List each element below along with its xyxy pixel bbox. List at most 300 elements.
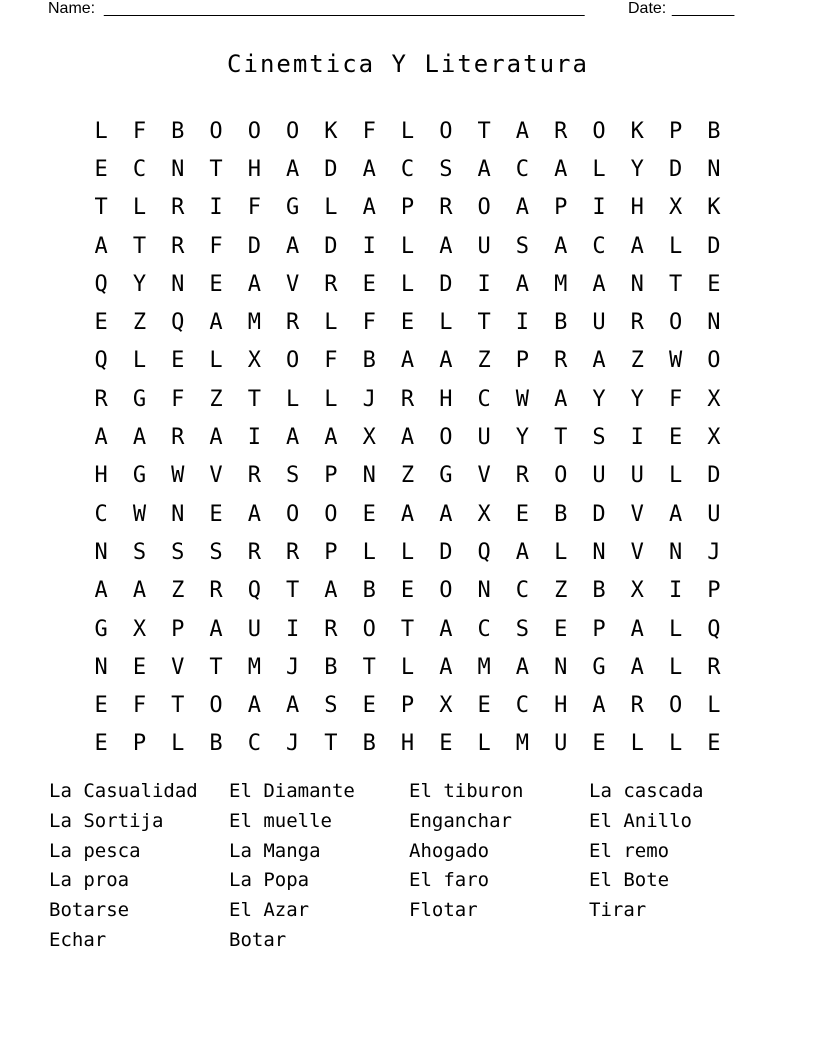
grid-letter: Q <box>94 271 108 297</box>
grid-letter: S <box>515 616 530 642</box>
grid-letter: A <box>209 425 223 451</box>
grid-letter: E <box>209 501 223 527</box>
grid-letter: N <box>477 578 491 604</box>
grid-letter: E <box>94 310 108 336</box>
grid-letter: C <box>477 616 491 642</box>
grid-letter: S <box>209 539 223 565</box>
grid-letter: N <box>362 463 376 489</box>
grid-letter: E <box>400 578 415 604</box>
grid-letter: W <box>668 348 683 374</box>
grid-letter: P <box>324 463 338 489</box>
word-list-item: La pesca <box>49 839 141 862</box>
grid-letter: F <box>247 195 261 221</box>
grid-letter: U <box>592 463 606 489</box>
grid-letter: S <box>171 539 185 565</box>
grid-letter: A <box>132 578 147 604</box>
grid-letter: H <box>94 463 108 489</box>
grid-letter: K <box>324 118 338 144</box>
grid-letter: O <box>439 578 453 604</box>
grid-letter: A <box>362 195 376 221</box>
grid-letter: C <box>400 156 415 182</box>
grid-letter: T <box>132 233 147 259</box>
grid-letter: O <box>209 118 223 144</box>
word-list-item: La Popa <box>229 869 310 892</box>
grid-letter: A <box>554 156 568 182</box>
grid-letter: G <box>439 463 453 489</box>
grid-letter: I <box>592 195 606 221</box>
grid-letter: A <box>554 386 568 412</box>
name-blank-line: ______________________________________________________ <box>104 0 585 17</box>
grid-letter: I <box>515 310 530 336</box>
grid-letter: A <box>630 616 644 642</box>
grid-letter: O <box>707 348 721 374</box>
grid-letter: L <box>209 348 223 374</box>
grid-letter: G <box>94 616 108 642</box>
grid-letter: A <box>362 156 376 182</box>
grid-letter: E <box>209 271 223 297</box>
grid-letter: T <box>94 195 108 221</box>
grid-letter: C <box>515 693 530 719</box>
grid-letter: A <box>247 501 261 527</box>
grid-letter: R <box>247 463 261 489</box>
word-list-item: La cascada <box>589 780 704 802</box>
grid-letter: O <box>477 195 491 221</box>
grid-letter: A <box>324 425 338 451</box>
grid-letter: O <box>286 348 300 374</box>
grid-letter: D <box>707 233 721 259</box>
grid-letter: A <box>592 348 606 374</box>
grid-letter: A <box>515 271 530 297</box>
grid-letter: E <box>439 731 453 757</box>
grid-letter: E <box>707 731 721 757</box>
grid-letter: P <box>707 578 721 604</box>
grid-letter: H <box>554 693 568 719</box>
word-list-item: El muelle <box>229 809 332 832</box>
grid-letter: O <box>286 501 300 527</box>
grid-letter: N <box>94 539 108 565</box>
word-list-item: El tiburon <box>409 780 524 802</box>
grid-letter: L <box>94 118 108 144</box>
grid-letter: T <box>400 616 415 642</box>
grid-letter: A <box>324 578 338 604</box>
grid-letter: C <box>132 156 147 182</box>
grid-letter: T <box>286 578 300 604</box>
grid-letter: L <box>707 693 721 719</box>
grid-letter: C <box>515 156 530 182</box>
grid-letter: B <box>554 310 568 336</box>
header-line <box>48 0 748 20</box>
grid-letter: B <box>362 348 376 374</box>
word-list-item: La Manga <box>229 839 321 862</box>
grid-letter: R <box>707 654 721 680</box>
grid-letter: W <box>171 463 185 489</box>
grid-letter: X <box>477 501 491 527</box>
grid-letter: E <box>94 693 108 719</box>
grid-letter: R <box>286 310 300 336</box>
grid-letter: U <box>707 501 721 527</box>
grid-letter: F <box>132 693 147 719</box>
grid-letter: Z <box>171 578 185 604</box>
page-title: Cinemtica Y Literatura <box>227 50 589 78</box>
grid-letter: C <box>247 731 261 757</box>
grid-letter: O <box>247 118 261 144</box>
grid-letter: T <box>324 731 338 757</box>
grid-letter: X <box>630 578 644 604</box>
grid-letter: I <box>477 271 491 297</box>
grid-letter: A <box>400 425 415 451</box>
grid-letter: O <box>439 118 453 144</box>
grid-letter: B <box>707 118 721 144</box>
grid-letter: S <box>286 463 300 489</box>
grid-letter: X <box>439 693 453 719</box>
grid-letter: L <box>668 731 683 757</box>
grid-letter: O <box>554 463 568 489</box>
grid-letter: L <box>400 271 415 297</box>
grid-letter: E <box>554 616 568 642</box>
grid-letter: F <box>668 386 683 412</box>
grid-letter: M <box>515 731 530 757</box>
grid-letter: A <box>132 425 147 451</box>
grid-letter: G <box>286 195 300 221</box>
grid-letter: I <box>668 578 683 604</box>
grid-letter: F <box>209 233 223 259</box>
grid-letter: E <box>362 693 376 719</box>
grid-letter: M <box>554 271 568 297</box>
grid-letter: H <box>400 731 415 757</box>
grid-letter: V <box>286 271 300 297</box>
grid-letter: Q <box>477 539 491 565</box>
grid-letter: M <box>247 310 261 336</box>
grid-letter: A <box>515 118 530 144</box>
grid-letter: L <box>171 731 185 757</box>
grid-letter: E <box>362 271 376 297</box>
grid-letter: R <box>515 463 530 489</box>
grid-letter: P <box>324 539 338 565</box>
grid-letter: D <box>439 271 453 297</box>
word-list-item: El Diamante <box>229 780 355 802</box>
grid-letter: W <box>515 386 530 412</box>
grid-letter: F <box>171 386 185 412</box>
grid-letter: H <box>630 195 644 221</box>
grid-letter: A <box>477 156 491 182</box>
grid-letter: A <box>439 233 453 259</box>
grid-letter: A <box>439 616 453 642</box>
grid-letter: X <box>247 348 261 374</box>
grid-letter: N <box>171 156 185 182</box>
grid-letter: N <box>707 156 721 182</box>
grid-letter: L <box>554 539 568 565</box>
grid-letter: B <box>554 501 568 527</box>
grid-letter: G <box>592 654 606 680</box>
grid-letter: F <box>132 118 147 144</box>
grid-letter: Z <box>477 348 491 374</box>
grid-letter: T <box>171 693 185 719</box>
grid-letter: A <box>630 654 644 680</box>
grid-letter: E <box>668 425 683 451</box>
grid-letter: V <box>630 539 644 565</box>
grid-letter: P <box>171 616 185 642</box>
grid-letter: P <box>515 348 530 374</box>
grid-letter: P <box>554 195 568 221</box>
grid-letter: D <box>247 233 261 259</box>
grid-letter: A <box>247 693 261 719</box>
grid-letter: R <box>171 233 185 259</box>
grid-letter: W <box>132 501 147 527</box>
word-search-grid <box>82 112 733 763</box>
grid-letter: I <box>630 425 644 451</box>
grid-letter: O <box>286 118 300 144</box>
grid-letter: S <box>324 693 338 719</box>
grid-letter: L <box>400 118 415 144</box>
grid-letter: A <box>515 539 530 565</box>
grid-letter: L <box>400 654 415 680</box>
grid-letter: U <box>247 616 261 642</box>
grid-letter: V <box>209 463 223 489</box>
grid-letter: Q <box>94 348 108 374</box>
grid-letter: L <box>324 386 338 412</box>
grid-letter: O <box>362 616 376 642</box>
grid-letter: T <box>209 654 223 680</box>
grid-letter: F <box>362 118 376 144</box>
grid-letter: A <box>554 233 568 259</box>
grid-letter: N <box>668 539 683 565</box>
grid-letter: B <box>324 654 338 680</box>
word-list-item: Botarse <box>49 899 130 922</box>
grid-letter: R <box>209 578 223 604</box>
grid-letter: N <box>171 501 185 527</box>
grid-letter: B <box>362 731 376 757</box>
grid-letter: A <box>94 425 108 451</box>
grid-letter: O <box>439 425 453 451</box>
grid-letter: I <box>362 233 376 259</box>
word-list-item: Echar <box>49 928 107 951</box>
grid-letter: A <box>439 654 453 680</box>
grid-letter: A <box>94 578 108 604</box>
grid-letter: R <box>247 539 261 565</box>
grid-letter: S <box>439 156 453 182</box>
grid-letter: R <box>324 616 338 642</box>
grid-letter: A <box>515 654 530 680</box>
grid-letter: R <box>171 195 185 221</box>
grid-letter: U <box>477 425 491 451</box>
grid-letter: N <box>171 271 185 297</box>
grid-letter: U <box>630 463 644 489</box>
grid-letter: K <box>630 118 644 144</box>
grid-letter: L <box>668 654 683 680</box>
grid-letter: R <box>171 425 185 451</box>
grid-letter: Y <box>630 156 644 182</box>
grid-letter: D <box>707 463 721 489</box>
grid-letter: J <box>707 539 721 565</box>
word-list-item: Flotar <box>409 899 478 922</box>
grid-letter: R <box>286 539 300 565</box>
grid-letter: R <box>630 693 644 719</box>
grid-letter: C <box>94 501 108 527</box>
grid-letter: U <box>554 731 568 757</box>
word-list-item: El remo <box>589 839 670 862</box>
grid-letter: S <box>515 233 530 259</box>
grid-letter: A <box>400 348 415 374</box>
grid-letter: C <box>592 233 606 259</box>
grid-letter: P <box>668 118 683 144</box>
grid-letter: L <box>439 310 453 336</box>
grid-letter: Z <box>132 310 147 336</box>
grid-letter: L <box>668 463 683 489</box>
grid-letter: T <box>247 386 261 412</box>
grid-letter: R <box>324 271 338 297</box>
grid-letter: B <box>209 731 223 757</box>
grid-letter: R <box>94 386 108 412</box>
grid-letter: P <box>592 616 606 642</box>
grid-letter: V <box>477 463 491 489</box>
grid-letter: E <box>707 271 721 297</box>
grid-letter: E <box>362 501 376 527</box>
word-list-item: El Anillo <box>589 809 692 832</box>
grid-letter: E <box>592 731 606 757</box>
name-label: Name: <box>48 0 96 17</box>
grid-letter: D <box>592 501 606 527</box>
grid-letter: A <box>400 501 415 527</box>
grid-letter: Z <box>630 348 644 374</box>
grid-letter: Y <box>515 425 530 451</box>
grid-letter: G <box>132 386 147 412</box>
grid-letter: E <box>171 348 185 374</box>
grid-letter: R <box>554 118 568 144</box>
grid-letter: X <box>707 386 721 412</box>
grid-letter: L <box>592 156 606 182</box>
grid-letter: H <box>439 386 453 412</box>
grid-letter: S <box>592 425 606 451</box>
word-list-item: El faro <box>409 869 490 892</box>
grid-letter: X <box>707 425 721 451</box>
grid-letter: Q <box>707 616 721 642</box>
grid-letter: A <box>247 271 261 297</box>
grid-letter: R <box>400 386 415 412</box>
grid-letter: A <box>668 501 683 527</box>
grid-letter: T <box>554 425 568 451</box>
grid-letter: C <box>477 386 491 412</box>
grid-letter: V <box>630 501 644 527</box>
word-list-item: Botar <box>229 928 287 951</box>
grid-letter: V <box>171 654 185 680</box>
grid-letter: O <box>209 693 223 719</box>
grid-letter: K <box>707 195 721 221</box>
grid-letter: L <box>362 539 376 565</box>
grid-letter: N <box>592 539 606 565</box>
grid-letter: T <box>668 271 683 297</box>
grid-letter: O <box>592 118 606 144</box>
grid-letter: P <box>132 731 147 757</box>
word-list-item: La proa <box>49 869 130 892</box>
grid-letter: R <box>439 195 453 221</box>
grid-letter: N <box>554 654 568 680</box>
grid-letter: R <box>630 310 644 336</box>
grid-letter: R <box>554 348 568 374</box>
grid-letter: T <box>209 156 223 182</box>
word-list-item: Tirar <box>589 899 647 922</box>
grid-letter: A <box>439 501 453 527</box>
grid-letter: O <box>668 693 683 719</box>
grid-letter: N <box>630 271 644 297</box>
grid-letter: L <box>400 233 415 259</box>
grid-letter: D <box>324 233 338 259</box>
grid-letter: T <box>477 310 491 336</box>
grid-letter: P <box>400 195 415 221</box>
grid-letter: E <box>400 310 415 336</box>
grid-letter: X <box>668 195 683 221</box>
grid-letter: A <box>209 616 223 642</box>
grid-letter: L <box>132 348 147 374</box>
grid-letter: L <box>286 386 300 412</box>
grid-letter: A <box>515 195 530 221</box>
grid-letter: L <box>324 195 338 221</box>
grid-letter: L <box>132 195 147 221</box>
grid-letter: D <box>668 156 683 182</box>
grid-letter: A <box>94 233 108 259</box>
grid-letter: P <box>400 693 415 719</box>
grid-letter: D <box>324 156 338 182</box>
grid-letter: Y <box>630 386 644 412</box>
grid-letter: A <box>286 693 300 719</box>
word-list <box>49 780 769 959</box>
word-list-item: El Azar <box>229 899 310 922</box>
grid-letter: E <box>477 693 491 719</box>
grid-letter: U <box>592 310 606 336</box>
grid-letter: U <box>477 233 491 259</box>
grid-letter: Z <box>554 578 568 604</box>
grid-letter: X <box>132 616 147 642</box>
grid-letter: B <box>362 578 376 604</box>
grid-letter: X <box>362 425 376 451</box>
grid-letter: A <box>630 233 644 259</box>
grid-letter: Z <box>209 386 223 412</box>
grid-letter: A <box>592 271 606 297</box>
word-list-item: Ahogado <box>409 839 490 862</box>
grid-letter: C <box>515 578 530 604</box>
grid-letter: N <box>94 654 108 680</box>
grid-letter: M <box>247 654 261 680</box>
grid-letter: A <box>286 156 300 182</box>
grid-letter: F <box>324 348 338 374</box>
grid-letter: M <box>477 654 491 680</box>
grid-letter: E <box>94 156 108 182</box>
grid-letter: E <box>515 501 530 527</box>
grid-letter: T <box>362 654 376 680</box>
grid-letter: L <box>400 539 415 565</box>
grid-letter: L <box>668 233 683 259</box>
date-blank-line: _______ <box>672 0 735 17</box>
grid-letter: O <box>668 310 683 336</box>
grid-letter: I <box>286 616 300 642</box>
grid-letter: E <box>132 654 147 680</box>
grid-letter: L <box>668 616 683 642</box>
grid-letter: Q <box>247 578 261 604</box>
grid-letter: B <box>592 578 606 604</box>
grid-letter: J <box>286 654 300 680</box>
grid-letter: L <box>324 310 338 336</box>
grid-letter: H <box>247 156 261 182</box>
grid-letter: A <box>209 310 223 336</box>
grid-letter: B <box>171 118 185 144</box>
grid-letter: L <box>477 731 491 757</box>
grid-letter: Q <box>171 310 185 336</box>
grid-letter: L <box>630 731 644 757</box>
grid-letter: D <box>439 539 453 565</box>
grid-letter: A <box>439 348 453 374</box>
word-list-item: Enganchar <box>409 809 512 832</box>
word-list-item: La Sortija <box>49 809 164 832</box>
grid-letter: J <box>286 731 300 757</box>
